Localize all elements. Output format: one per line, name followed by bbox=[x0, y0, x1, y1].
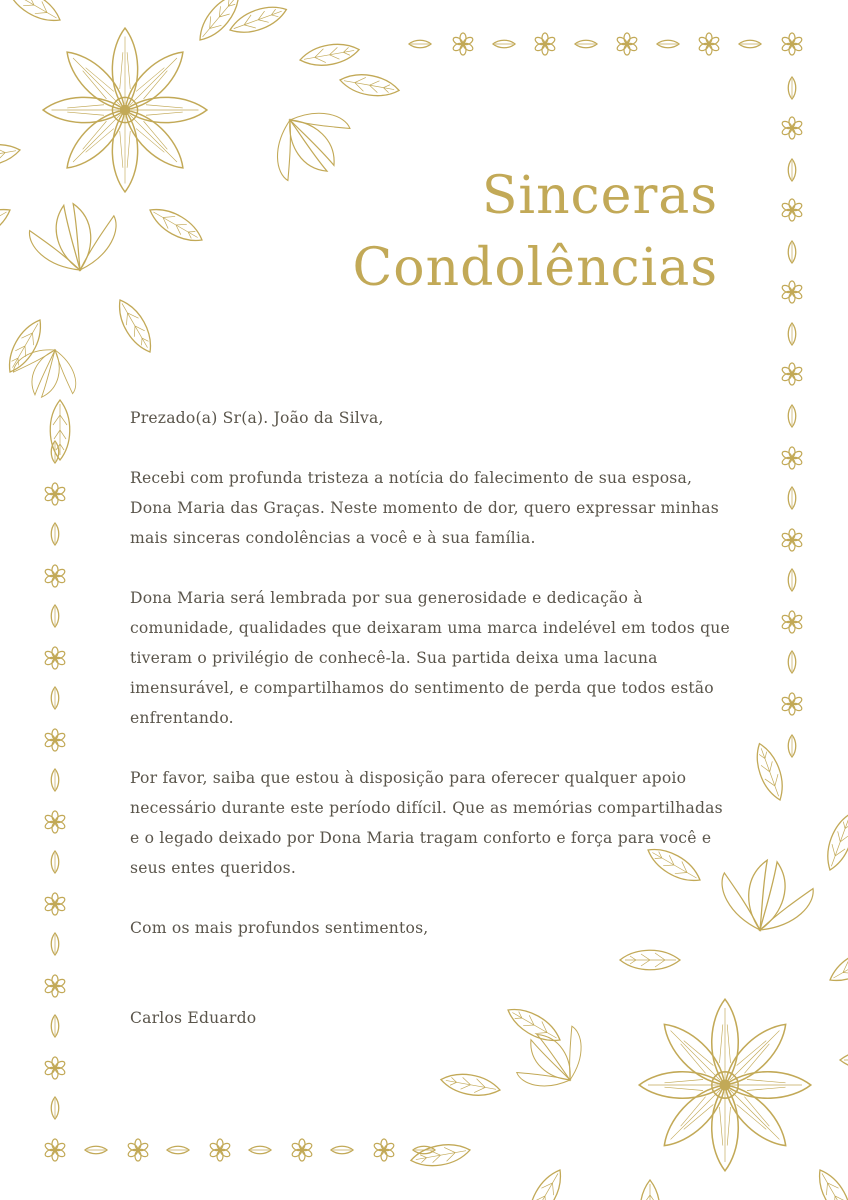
signature: Carlos Eduardo bbox=[130, 1009, 257, 1027]
top-border bbox=[409, 33, 803, 55]
bottom-border bbox=[85, 1139, 435, 1161]
title-line-2: Condolências bbox=[352, 238, 718, 298]
title-line-1: Sinceras bbox=[481, 166, 718, 226]
paragraph-2: Dona Maria será lembrada por sua generosidade e dedicação à comunidade, qualidades que deixaram uma marca indelével em todos que tiveram o privilégio de conhecê-la. Sua partida deixa uma lacuna imensurável, e compartilhamos do sentimento de perda que todos estão enfrentando. bbox=[130, 589, 730, 727]
letter-body bbox=[130, 403, 730, 1063]
salutation: Prezado(a) Sr(a). João da Silva, bbox=[130, 409, 384, 427]
left-border bbox=[44, 441, 66, 1161]
closing: Com os mais profundos sentimentos, bbox=[130, 919, 429, 937]
paragraph-3: Por favor, saiba que estou à disposição para oferecer qualquer apoio necessário durante este período difícil. Que as memórias compartilhadas e o legado deixado por Dona Maria tragam conforto e força para você e seus entes queridos. bbox=[130, 769, 723, 877]
page-title bbox=[198, 160, 718, 304]
right-border bbox=[781, 77, 803, 757]
paragraph-1: Recebi com profunda tristeza a notícia do falecimento de sua esposa, Dona Maria das Graças. Neste momento de dor, quero expressar minhas mais sinceras condolências a você e à sua família. bbox=[130, 469, 719, 547]
